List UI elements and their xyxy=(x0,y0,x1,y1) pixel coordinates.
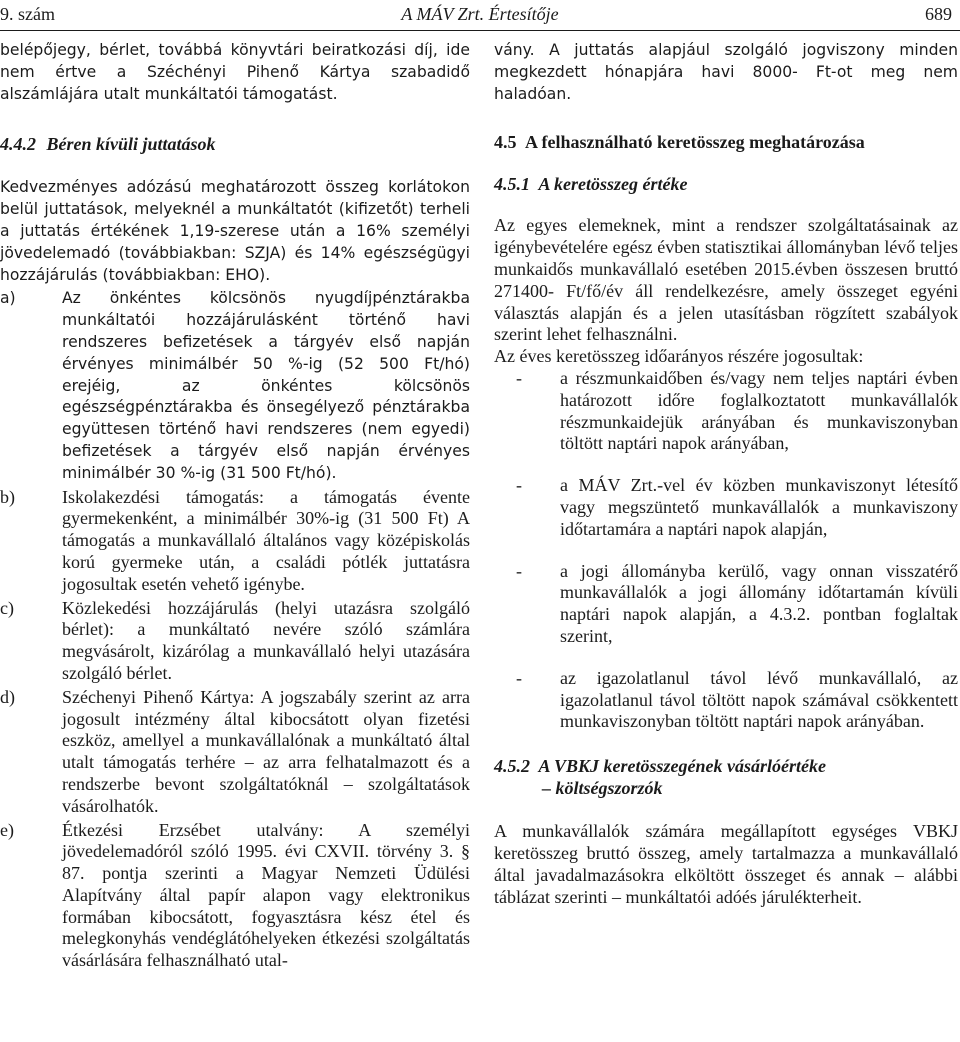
item-label: d) xyxy=(0,686,15,707)
continuation-paragraph: vány. A juttatás alapjául szolgáló jogviszony minden megkezdett hónapjára havi 8000- Ft-ot meg nem haladóan. xyxy=(494,41,958,103)
dash-marker: - xyxy=(516,560,522,581)
item-label: e) xyxy=(0,819,14,840)
dash-list xyxy=(494,368,958,733)
dash-marker: - xyxy=(516,367,522,388)
item-text: a jogi állományba kerülő, vagy onnan visszatérő munkavállalók a jogi állomány időtartamán kívüli naptári napok alapján, a 4.3.2. pontban foglaltak szerint, xyxy=(560,560,958,646)
item-text: Étkezési Erzsébet utalvány: A személyi jövedelemadóról szóló 1995. évi CXVII. törvény 3. § 87. pontja szerinti a Magyar Nemzeti Üdülési Alapítvány által papír alapon vagy elektronikus formában kibocsátott, fogyasztásra kész étel és melegkonyhás vendéglátóhelyeken étkezési szolgáltatás vásárlására felhasználható utal- xyxy=(62,819,470,971)
item-label: c) xyxy=(0,597,14,618)
item-text: a részmunkaidőben és/vagy nem teljes naptári évben határozott időre foglalkoztatott munkavállalók részmunkaidejük arányában és munkaviszonyban töltött naptári napok arányában, xyxy=(560,367,958,454)
section-title: A felhasználható keretösszeg meghatározása xyxy=(525,132,865,153)
dash-marker: - xyxy=(516,475,522,496)
header-rule xyxy=(0,30,960,31)
intro-paragraph: belépőjegy, bérlet, továbbá könyvtári beiratkozási díj, ide nem értve a Széchényi Pihenő Kártya szabadidő alszámlájára utalt munkáltatói támogatást. xyxy=(0,41,470,103)
section-number: 4.5 xyxy=(494,132,517,153)
list-item-c xyxy=(0,598,470,685)
list-item xyxy=(494,561,958,648)
item-label: b) xyxy=(0,486,15,507)
list-item-d xyxy=(0,687,470,818)
dash-marker: - xyxy=(516,667,522,688)
issue-number: 9. szám xyxy=(0,4,55,24)
list-item xyxy=(494,368,958,455)
item-text: Széchenyi Pihenő Kártya: A jogszabály szerint az arra jogosult intézmény által kibocsátott olyan fizetési eszköz, amellyel a munkavállalónak a munkáltató által utalt támogatás terhére – az arra felhatalmazott és a rendszerbe bevont szolgáltatóknál – szolgáltatások vásárolhatók. xyxy=(62,686,470,816)
section-heading-4-4-2 xyxy=(0,133,470,155)
subsection-title: A VBKJ keretösszegének vásárlóértéke xyxy=(538,756,826,777)
section-title: Béren kívüli juttatások xyxy=(46,134,216,155)
journal-title: A MÁV Zrt. Értesítője xyxy=(401,4,559,24)
section-number: 4.4.2 xyxy=(0,134,36,155)
list-item xyxy=(494,475,958,540)
item-list xyxy=(0,288,470,972)
subsection-heading-4-5-1 xyxy=(494,173,958,195)
item-text: a MÁV Zrt.-vel év közben munkaviszonyt létesítő vagy megszüntető munkavállalók a munkaviszony időtartamára a naptári napok alapján, xyxy=(560,475,958,539)
left-column xyxy=(0,40,470,972)
item-text: Közlekedési hozzájárulás (helyi utazásra szolgáló bérlet): a munkáltató nevére szóló számlára megvásárolt, kizárólag a munkavállaló helyi utazására szolgáló bérlet. xyxy=(62,597,470,683)
subsection-title: A keretösszeg értéke xyxy=(538,174,688,195)
body-paragraph: A munkavállalók számára megállapított egységes VBKJ keretösszeg bruttó összeg, amely tartalmazza a munkavállaló által javadalmazásokra elköltött összeget és annak – alábbi táblázat szerinti – munkáltatói adóés járulékterheit. xyxy=(494,821,958,907)
subsection-number: 4.5.2 xyxy=(494,756,530,777)
item-text: Iskolakezdési támogatás: a támogatás évente gyermekenként, a minimálbér 30%-ig (31 500 Ft) A támogatás a munkavállaló általános vagy középiskolás korú gyermeke után, a családi pótlék juttatásra jogosultak esetén vehető igénybe. xyxy=(62,486,470,594)
list-item-a xyxy=(0,288,470,484)
list-item-b xyxy=(0,487,470,596)
right-column xyxy=(494,40,958,908)
subsection-subtitle: – költségszorzók xyxy=(542,778,663,799)
entitled-intro: Az éves keretösszeg időarányos részére jogosultak: xyxy=(494,346,864,367)
page-number: 689 xyxy=(925,4,952,24)
body-paragraph: Kedvezményes adózású meghatározott összeg korlátokon belül juttatások, melyeknél a munkáltatót (kifizetőt) terheli a juttatás értékének 1,19-szerese után a 16% személyi jövedelemadó (továbbiakban: SZJA) és 14% egészségügyi hozzájárulás (továbbiakban: EHO). xyxy=(0,178,470,284)
subsection-number: 4.5.1 xyxy=(494,174,530,195)
page-header xyxy=(0,4,960,28)
item-label: a) xyxy=(0,289,16,308)
item-text: Az önkéntes kölcsönös nyugdíjpénztárakba munkáltatói hozzájárulásként történő havi rendszeres befizetések a tárgyév első napján érvényes minimálbér 50 %-ig (52 500 Ft/hó) erejéig, az önkéntes kölcsönös egészségpénztárakba és önsegélyező pénztárakba együttesen történő havi rendszeres (nem egyedi) befizetések a tárgyév első napján érvényes minimálbér 30 %-ig (31 500 Ft/hó). xyxy=(62,289,470,482)
body-paragraph: Az egyes elemeknek, mint a rendszer szolgáltatásainak az igénybevételére egész évben statisztikai állományban lévő teljes munkaidős munkavállaló esetében 2015.évben összesen bruttó 271400- Ft/fő/év áll rendelkezésre, amely összeget egyéni választás alapján és a jelen utasításban rögzített szabályok szerint lehet felhasználni. xyxy=(494,215,958,345)
subsection-heading-4-5-2 xyxy=(494,755,958,799)
section-heading-4-5 xyxy=(494,131,958,153)
item-text: az igazolatlanul távol lévő munkavállaló, az igazolatlanul távol töltött napok számával csökkentett munkaviszonyban töltött naptári napok arányában. xyxy=(560,667,958,732)
list-item-e xyxy=(0,820,470,973)
list-item xyxy=(494,668,958,733)
